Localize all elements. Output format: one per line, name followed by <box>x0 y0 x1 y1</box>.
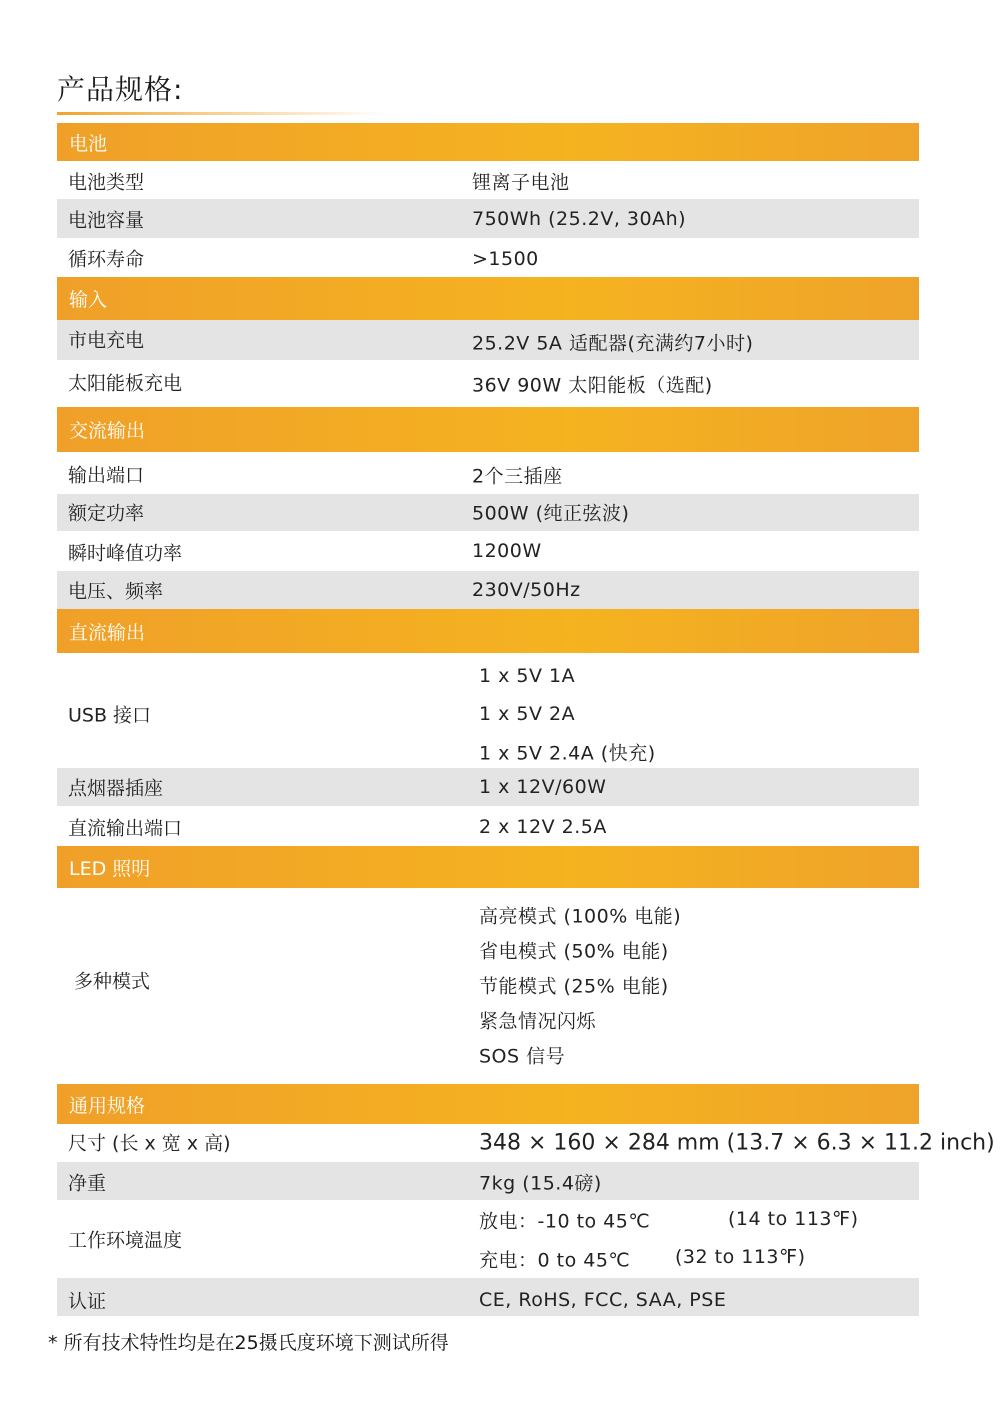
spec-value: 1 x 5V 1A <box>479 665 576 687</box>
footnote: * 所有技术特性均是在25摄氏度环境下测试所得 <box>48 1332 449 1354</box>
spec-value: 放电：-10 to 45℃ <box>479 1210 651 1233</box>
spec-label: 太阳能板充电 <box>68 372 183 395</box>
spec-label: 尺寸 (长 x 宽 x 高) <box>68 1132 231 1155</box>
page-title: 产品规格: <box>57 73 184 106</box>
spec-label: 多种模式 <box>74 970 151 993</box>
spec-row <box>57 1124 995 1162</box>
spec-row <box>57 1162 919 1200</box>
spec-label: 输出端口 <box>68 464 145 487</box>
spec-value: 1 x 5V 2A <box>479 703 576 725</box>
spec-label: 净重 <box>68 1172 107 1195</box>
spec-label: 电池类型 <box>68 171 145 194</box>
spec-row <box>57 806 919 846</box>
spec-row <box>57 494 919 531</box>
spec-label: 额定功率 <box>68 502 145 525</box>
spec-row <box>57 360 919 407</box>
spec-label: 电池容量 <box>68 209 145 232</box>
led-mode-item: 紧急情况闪烁 <box>479 1010 597 1033</box>
spec-label: 循环寿命 <box>68 248 145 271</box>
led-mode-item: 高亮模式 (100% 电能) <box>479 905 682 928</box>
spec-value: 2个三插座 <box>472 465 563 488</box>
section-header-input: 输入 <box>57 277 919 320</box>
led-mode-item: 节能模式 (25% 电能) <box>479 975 669 998</box>
spec-value: 230V/50Hz <box>472 579 581 601</box>
spec-row <box>57 238 919 277</box>
spec-row-led-modes <box>57 888 919 1084</box>
spec-label: 瞬时峰值功率 <box>68 542 183 565</box>
spec-label: 工作环境温度 <box>68 1229 183 1252</box>
spec-label: 认证 <box>68 1290 107 1313</box>
title-underline <box>57 112 387 115</box>
spec-value: 1 x 5V 2.4A (快充) <box>479 742 656 765</box>
spec-label: 直流输出端口 <box>68 817 183 840</box>
section-header-dc-output: 直流输出 <box>57 609 919 653</box>
spec-row <box>57 571 919 609</box>
spec-value: 500W (纯正弦波) <box>472 502 630 525</box>
section-header-general: 通用规格 <box>57 1084 919 1124</box>
spec-value: 锂离子电池 <box>472 171 570 194</box>
section-header-led: LED 照明 <box>57 846 919 888</box>
spec-label: USB 接口 <box>68 704 152 727</box>
spec-row <box>57 1278 919 1316</box>
spec-row <box>57 199 919 238</box>
spec-label: 电压、频率 <box>68 580 164 603</box>
spec-value: 25.2V 5A 适配器(充满约7小时) <box>472 332 754 355</box>
spec-row <box>57 531 919 571</box>
spec-row-temperature <box>57 1200 919 1278</box>
spec-value: (14 to 113℉) <box>728 1208 859 1230</box>
spec-row <box>57 768 919 806</box>
spec-value: 348 × 160 × 284 mm (13.7 × 6.3 × 11.2 inch) <box>479 1130 995 1156</box>
spec-value: 750Wh (25.2V, 30Ah) <box>472 208 687 230</box>
led-mode-item: SOS 信号 <box>479 1045 566 1068</box>
spec-value: CE, RoHS, FCC, SAA, PSE <box>479 1289 727 1311</box>
spec-row <box>57 161 919 199</box>
spec-value: (32 to 113℉) <box>675 1246 806 1268</box>
spec-value: >1500 <box>472 248 539 270</box>
spec-value: 1200W <box>472 540 542 562</box>
section-header-ac-output: 交流输出 <box>57 407 919 452</box>
led-mode-item: 省电模式 (50% 电能) <box>479 940 669 963</box>
spec-value: 36V 90W 太阳能板（选配) <box>472 374 713 397</box>
spec-value: 2 x 12V 2.5A <box>479 816 607 838</box>
spec-label: 市电充电 <box>68 329 145 352</box>
section-header-battery: 电池 <box>57 123 919 161</box>
spec-row <box>57 452 919 494</box>
spec-value: 充电：0 to 45℃ <box>479 1249 631 1272</box>
spec-row <box>57 320 919 360</box>
spec-value: 7kg (15.4磅) <box>479 1172 602 1195</box>
spec-value: 1 x 12V/60W <box>479 776 607 798</box>
spec-row-usb <box>57 653 919 768</box>
spec-label: 点烟器插座 <box>68 777 164 800</box>
